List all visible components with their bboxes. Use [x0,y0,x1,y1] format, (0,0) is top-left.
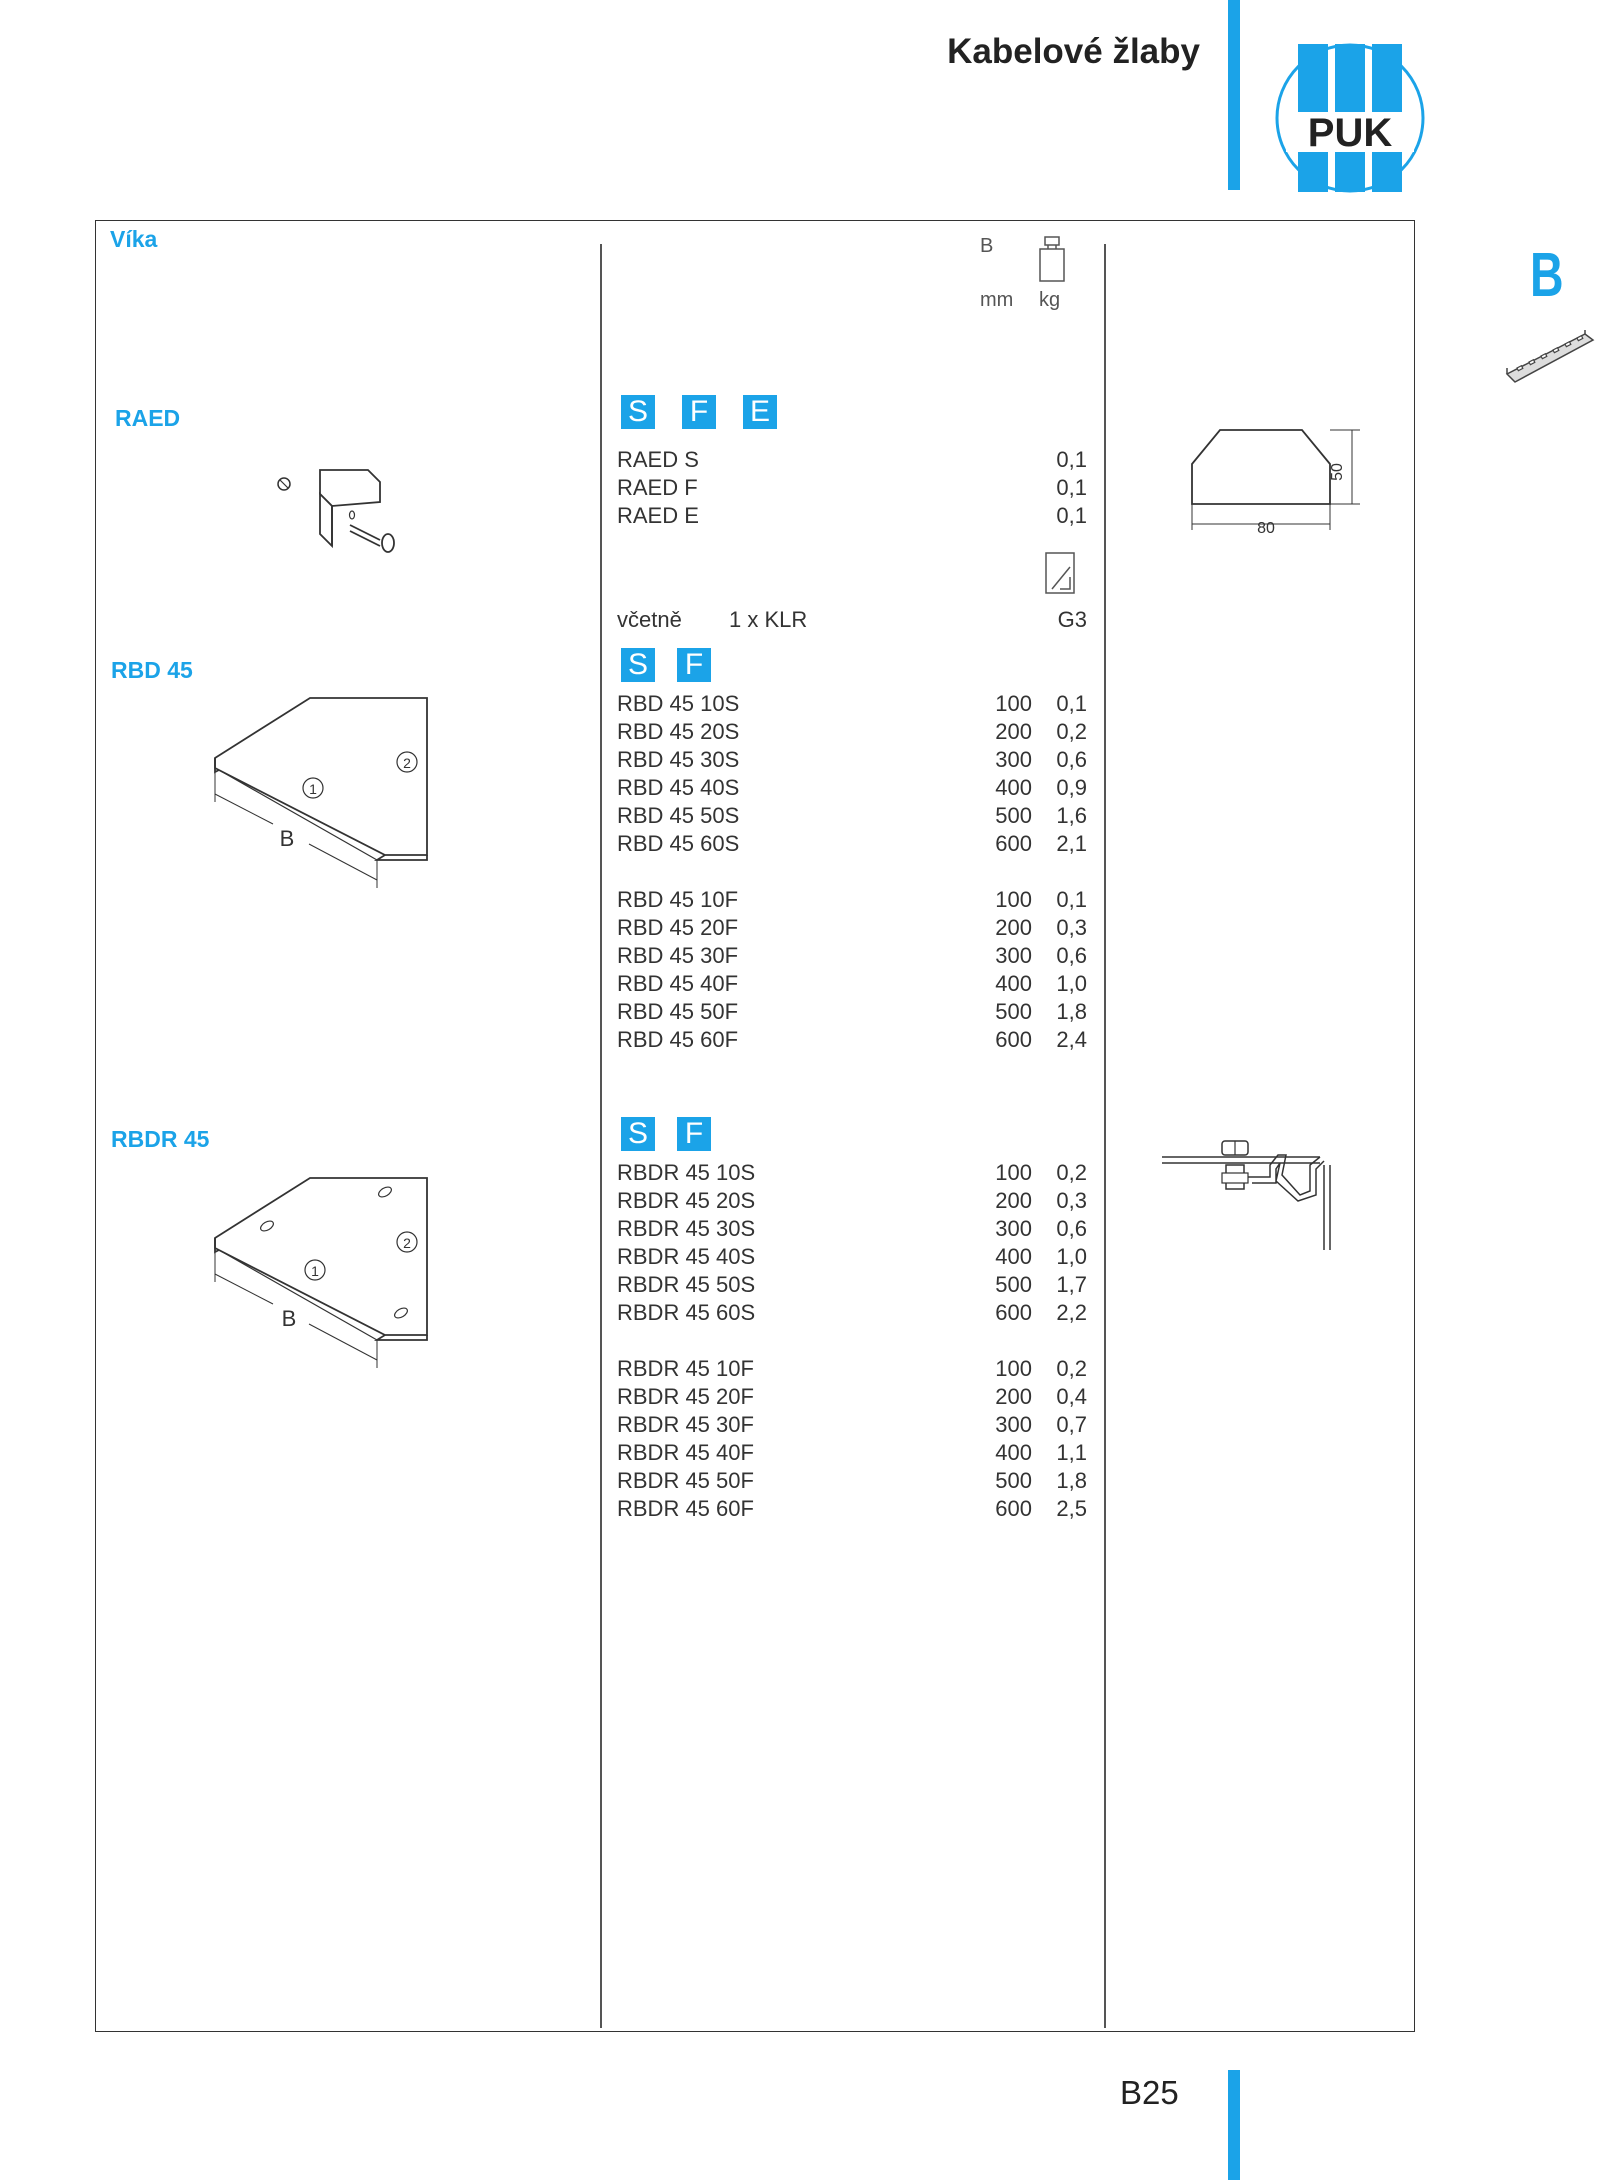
weight-value: 1,6 [1056,803,1087,828]
product-code: RBD 45 50F [617,999,739,1024]
width-value: 600 [995,1027,1032,1052]
marker-1: 1 [311,1263,319,1279]
rbdr45-drawing [205,1170,435,1380]
table-row [617,475,1087,503]
weight-value: 2,1 [1056,831,1087,856]
weight-value: 0,6 [1056,747,1087,772]
rbdr45-section-drawing [1160,1135,1360,1255]
weight-value: 0,1 [1056,691,1087,716]
pack-code: G3 [1057,607,1087,632]
width-value: 500 [995,1468,1032,1493]
weight-value: 0,1 [1056,503,1087,528]
material-badge: S [621,648,655,682]
product-label-raed: RAED [115,405,181,431]
product-label-rbdr45: RBDR 45 [111,1126,210,1152]
weight-value: 0,2 [1056,719,1087,744]
dim-height-label: 50 [1329,463,1346,481]
product-code: RBD 45 10S [617,691,740,716]
width-value: 300 [995,1412,1032,1437]
page-number: B25 [1120,2074,1179,2111]
weight-value: 2,5 [1056,1496,1087,1521]
table-row [617,1272,1087,1300]
package-icon [1044,551,1076,595]
product-code: RBD 45 20F [617,915,739,940]
table-row [617,1160,1087,1188]
weight-value: 1,8 [1056,999,1087,1024]
dim-width-label: 80 [1257,520,1275,537]
puk-logo [1272,40,1428,196]
weight-value: 1,0 [1056,1244,1087,1269]
material-badge: F [677,648,711,682]
table-row [617,915,1087,943]
weight-value: 0,6 [1056,943,1087,968]
product-code: RBD 45 30F [617,943,739,968]
width-value: 400 [995,971,1032,996]
product-code: RBDR 45 30S [617,1216,756,1241]
table-row [617,1216,1087,1244]
width-value: 600 [995,1496,1032,1521]
product-code: RBD 45 40S [617,775,740,800]
product-code: RBD 45 50S [617,803,740,828]
width-value: 400 [995,1244,1032,1269]
width-value: 500 [995,1272,1032,1297]
material-badge: S [621,1117,655,1151]
product-code: RBDR 45 20F [617,1384,754,1409]
material-badge: E [743,395,777,429]
cable-tray-icon [1505,330,1595,386]
table-row [617,447,1087,475]
weight-value: 0,6 [1056,1216,1087,1241]
column-divider-right [1104,244,1106,2028]
product-code: RBD 45 30S [617,747,740,772]
weight-value: 0,1 [1056,887,1087,912]
product-code: RBDR 45 10F [617,1356,754,1381]
table-row [617,1496,1087,1524]
weight-value: 0,7 [1056,1412,1087,1437]
raed-dimension-drawing [1180,420,1380,550]
table-row [617,747,1087,775]
page-header-title: Kabelové žlaby [947,32,1200,71]
width-value: 300 [995,747,1032,772]
table-row [617,503,1087,531]
including-value: 1 x KLR [729,607,808,632]
table-row [617,1468,1087,1496]
product-code: RBDR 45 50F [617,1468,754,1493]
width-value: 100 [995,887,1032,912]
material-badge: F [677,1117,711,1151]
width-value: 200 [995,915,1032,940]
raed-drawing [270,460,420,555]
width-value: 100 [995,691,1032,716]
weight-value: 1,0 [1056,971,1087,996]
dim-b-label: B [279,826,295,851]
table-row [617,775,1087,803]
including-label: včetně [617,607,682,632]
product-code: RBDR 45 50S [617,1272,756,1297]
group-title: Víka [110,226,158,252]
width-value: 200 [995,1188,1032,1213]
section-letter: B [1530,241,1564,310]
width-value: 600 [995,1300,1032,1325]
logo-text: PUK [1307,111,1393,155]
table-row [617,1412,1087,1440]
weight-value: 0,4 [1056,1384,1087,1409]
weight-value: 1,1 [1056,1440,1087,1465]
product-code: RBDR 45 10S [617,1160,756,1185]
width-value: 400 [995,1440,1032,1465]
weight-value: 0,2 [1056,1160,1087,1185]
weight-value: 0,3 [1056,1188,1087,1213]
weight-value: 2,2 [1056,1300,1087,1325]
width-value: 300 [995,1216,1032,1241]
width-value: 100 [995,1160,1032,1185]
weight-value: 0,9 [1056,775,1087,800]
weight-value: 0,2 [1056,1356,1087,1381]
marker-1: 1 [309,781,317,797]
product-code: RBD 45 60F [617,1027,739,1052]
marker-2: 2 [403,755,411,771]
product-code: RBDR 45 40S [617,1244,756,1269]
table-row [617,943,1087,971]
product-code: RBD 45 40F [617,971,739,996]
column-kg-unit: kg [1039,289,1061,311]
weight-value: 1,8 [1056,1468,1087,1493]
product-code: RAED S [617,447,699,472]
width-value: 500 [995,803,1032,828]
footer-accent-bar [1228,2070,1240,2180]
table-row [617,1244,1087,1272]
weight-value: 0,1 [1056,447,1087,472]
product-code: RBDR 45 20S [617,1188,756,1213]
material-badge: F [682,395,716,429]
width-value: 200 [995,1384,1032,1409]
weight-value: 2,4 [1056,1027,1087,1052]
product-code: RBD 45 10F [617,887,739,912]
product-code: RBDR 45 30F [617,1412,754,1437]
width-value: 200 [995,719,1032,744]
table-row [617,803,1087,831]
width-value: 600 [995,831,1032,856]
table-row [617,1356,1087,1384]
table-row [617,691,1087,719]
table-row [617,1440,1087,1468]
product-code: RAED F [617,475,698,500]
table-row [617,1300,1087,1328]
header-accent-bar [1228,0,1240,190]
table-row [617,1188,1087,1216]
marker-2: 2 [403,1235,411,1251]
width-value: 100 [995,1356,1032,1381]
product-code: RBD 45 20S [617,719,740,744]
table-row [617,1027,1087,1055]
product-code: RBDR 45 60F [617,1496,754,1521]
table-row [617,1384,1087,1412]
dim-b-label: B [281,1306,297,1331]
material-badge: S [621,395,655,429]
weight-value: 0,3 [1056,915,1087,940]
column-b-label: B [980,235,994,257]
table-row [617,887,1087,915]
width-value: 500 [995,999,1032,1024]
column-divider-left [600,244,602,2028]
table-row [617,999,1087,1027]
weight-value: 0,1 [1056,475,1087,500]
product-label-rbd45: RBD 45 [111,657,193,683]
product-code: RBDR 45 60S [617,1300,756,1325]
weight-icon [1037,235,1067,283]
width-value: 400 [995,775,1032,800]
rbd45-drawing [205,690,435,900]
column-b-unit: mm [980,289,1014,311]
table-row [617,719,1087,747]
width-value: 300 [995,943,1032,968]
including-row [617,607,1087,635]
product-code: RBDR 45 40F [617,1440,754,1465]
product-code: RBD 45 60S [617,831,740,856]
weight-value: 1,7 [1056,1272,1087,1297]
table-row [617,831,1087,859]
table-row [617,971,1087,999]
product-code: RAED E [617,503,699,528]
